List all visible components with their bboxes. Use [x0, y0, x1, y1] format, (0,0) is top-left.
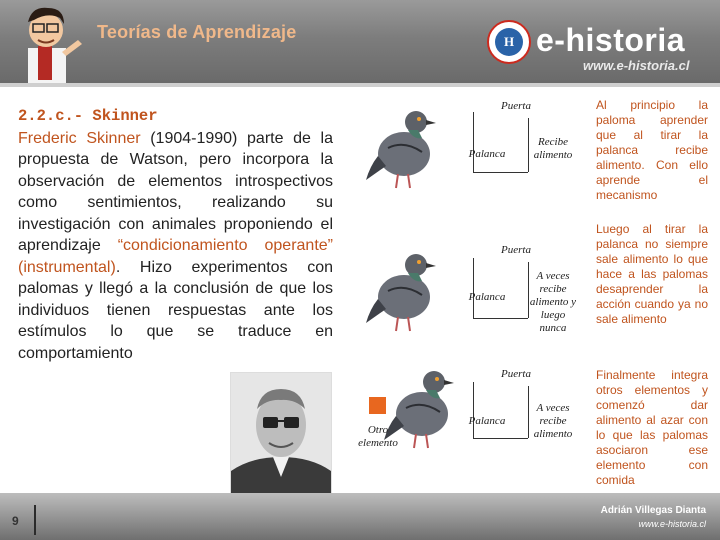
page-divider	[34, 505, 36, 535]
other-element-square	[369, 397, 386, 414]
e-historia-logo	[487, 20, 531, 64]
pigeon-icon	[364, 100, 446, 190]
footer-url: www.e-historia.cl	[638, 519, 706, 529]
door-line	[473, 112, 474, 172]
note-1: Al principio la paloma aprender que al tirar la palanca recibe alimento. Con ello aprende el mecanismo	[596, 98, 708, 202]
author-name: Frederic Skinner	[18, 129, 141, 147]
skinner-portrait	[230, 372, 332, 496]
door-label: Puerta	[501, 244, 531, 256]
header-bar	[0, 0, 720, 83]
lever-label: Palanca	[468, 415, 506, 427]
note-2: Luego al tirar la palanca no siempre sale alimento lo que hace a las palomas desaprender la acción cuando ya no sale alimento	[596, 222, 708, 326]
page-number: 9	[12, 514, 19, 528]
pigeon-icon	[364, 242, 446, 334]
chamber-base-line	[473, 318, 528, 319]
brand-name: e-historia	[536, 22, 686, 58]
footer-author: Adrián Villegas Dianta	[600, 505, 706, 516]
professor-mascot-icon	[0, 0, 88, 83]
logo-letter: H	[495, 28, 523, 56]
main-text	[18, 106, 333, 364]
note-3: Finalmente integra otros elementos y comenzó dar alimento al azar con lo que las palomas asociaron ese elemento con comida	[596, 368, 708, 487]
paragraph-part-2: . Hizo experimentos con palomas y llegó a la conclusión de que los individuos tienen respuestas ante los estímulos lo que se traduce en comportamiento	[18, 258, 333, 362]
brand-url: www.e-historia.cl	[583, 58, 690, 73]
result-label: A veces recibe alimento y luego nunca	[529, 270, 577, 334]
header-divider	[0, 83, 720, 87]
door-label: Puerta	[501, 100, 531, 112]
paragraph-part-1: (1904-1990) parte de la propuesta de Watson, pero incorpora la observación de elementos introspectivos como sentimientos, realizando su investigación con animales proponiendo el aprendizaje	[18, 129, 334, 254]
footer-bar	[0, 493, 720, 540]
lever-label: Palanca	[468, 148, 506, 160]
section-title: 2.2.c.- Skinner	[18, 107, 158, 125]
lever-label: Palanca	[468, 291, 506, 303]
chamber-base-line	[473, 438, 528, 439]
door-label: Puerta	[501, 368, 531, 380]
result-label: Recibe alimento	[533, 136, 573, 161]
header-title: Teorías de Aprendizaje	[97, 22, 297, 42]
door-line	[473, 382, 474, 438]
other-element-label: Otro elemento	[358, 424, 398, 449]
operant-conditioning-term: “condicionamiento operante” (instrumental)	[18, 237, 333, 276]
result-label: A veces recibe alimento	[533, 402, 573, 440]
door-line	[473, 258, 474, 318]
chamber-base-line	[473, 172, 528, 173]
